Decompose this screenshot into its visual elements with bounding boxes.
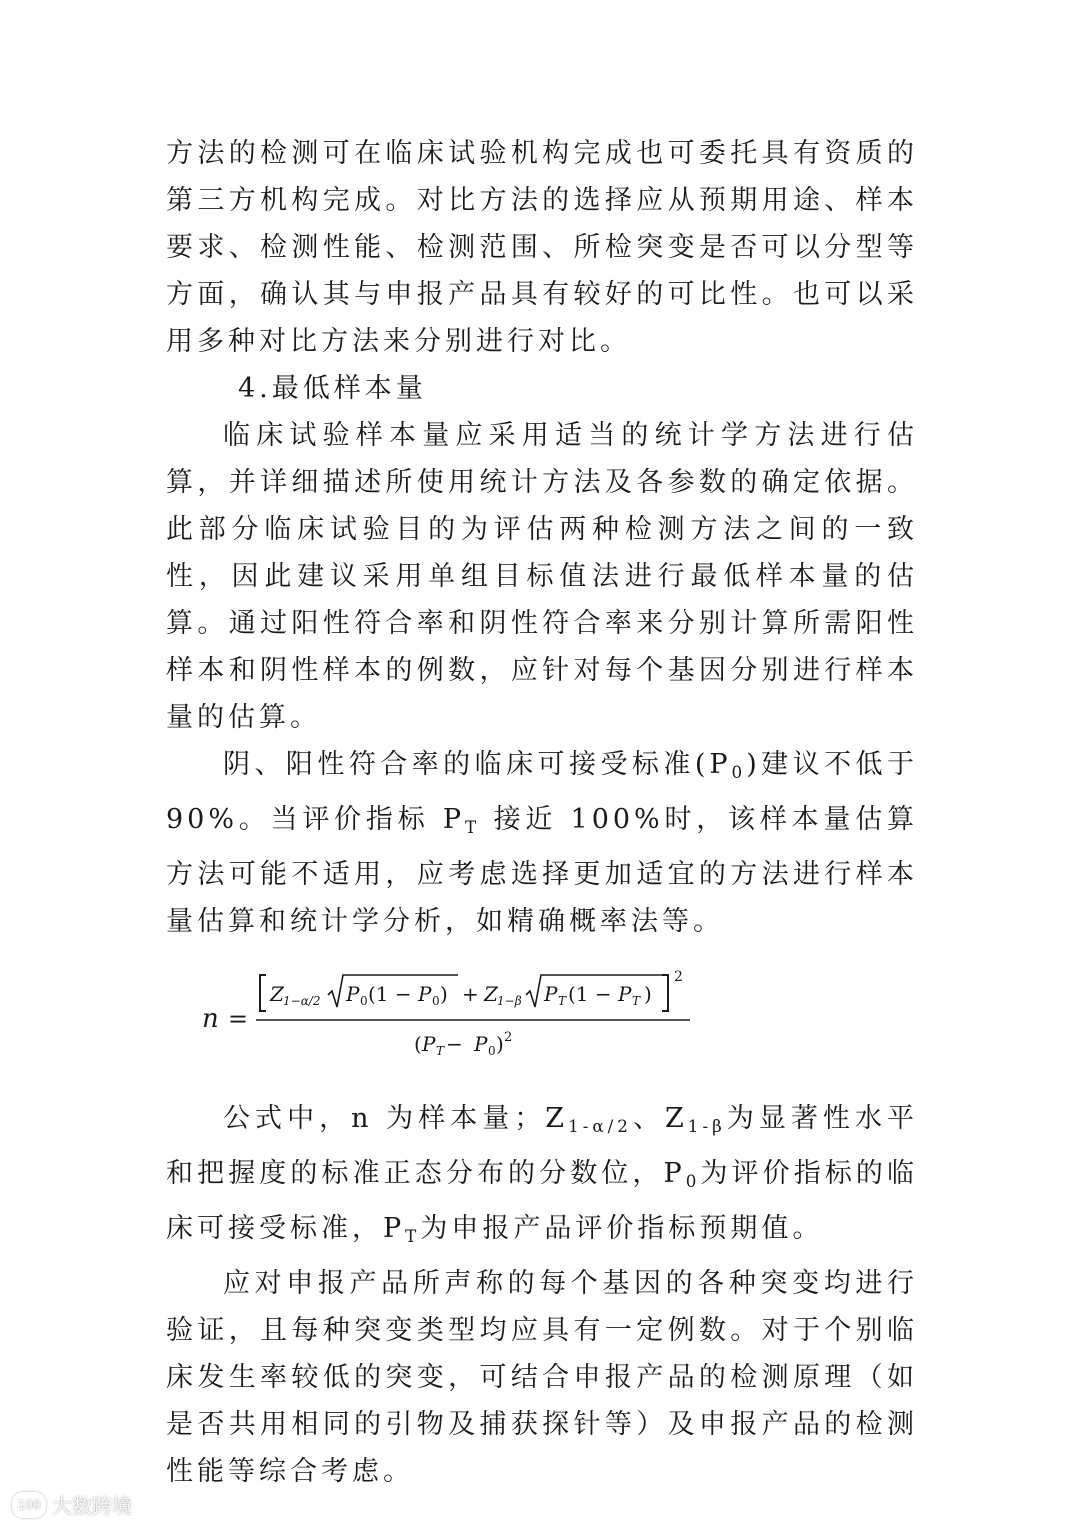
- document-body: [166, 130, 918, 1495]
- den-minus: −: [446, 1032, 463, 1057]
- section-heading-minimum-sample-size: 4.最低样本量: [238, 373, 427, 404]
- z-alpha-sub: 1−α/2: [283, 994, 321, 1009]
- formula-graphic: [196, 965, 716, 1075]
- left-bracket: [260, 975, 266, 1011]
- text-segment: 为显著性水平和把握度的标准正态分布的分数位，P: [166, 1103, 919, 1190]
- subscript: T: [405, 1226, 421, 1247]
- text-segment: 为评价指标的临床可接受标准，P: [166, 1158, 919, 1245]
- pt-sub: T: [558, 994, 567, 1009]
- p0: P: [346, 982, 360, 1007]
- p0-b: P: [418, 982, 432, 1007]
- den-pt: P: [422, 1032, 436, 1057]
- one-minus-1: (1 −: [368, 982, 412, 1007]
- formula-equals: =: [228, 1005, 249, 1034]
- subscript: 1-β: [687, 1116, 726, 1137]
- subscript: 0: [731, 762, 747, 783]
- den-close: ): [496, 1032, 504, 1057]
- text-segment: 阴、阳性符合率的临床可接受标准(P: [223, 749, 732, 780]
- den-p0-sub: 0: [488, 1044, 496, 1059]
- paragraph-sample-size-estimation: 临床试验样本量应采用适当的统计学方法进行估算，并详细描述所使用统计方法及各参数的确定依据。此部分临床试验目的为评估两种检测方法之间的一致性，因此建议采用单组目标值法进行最低样本量的估算。通过阳性符合率和阴性符合率来分别计算所需阳性样本和阴性样本的例数，应针对每个基因分别进行样本量的估算。: [166, 420, 918, 733]
- pt: P: [544, 982, 558, 1007]
- den-p0: P: [474, 1032, 488, 1057]
- subscript: 1-α/2: [568, 1116, 632, 1137]
- z-alpha: Z: [270, 982, 284, 1007]
- pt-b: P: [618, 982, 632, 1007]
- watermark: [12, 1490, 132, 1519]
- subscript: 0: [685, 1171, 701, 1192]
- z-beta-sub: 1−β: [497, 994, 522, 1009]
- numerator-exponent: 2: [674, 969, 683, 986]
- close-paren-2: ): [644, 982, 652, 1007]
- paragraph-mutation-validation: 应对申报产品所声称的每个基因的各种突变均进行验证，且每种突变类型均应具有一定例数。对于个别临床发生率较低的突变，可结合申报产品的检测原理（如是否共用相同的引物及捕获探针等）及申报产品的检测性能等综合考虑。: [166, 1268, 918, 1488]
- den-exponent: 2: [504, 1030, 513, 1046]
- p0-sub: 0: [360, 994, 368, 1009]
- text-segment: 为申报产品评价指标预期值。: [420, 1213, 824, 1245]
- text-segment: 公式中，n 为样本量；Z: [223, 1103, 569, 1135]
- paragraph-formula-definitions: [166, 1095, 918, 1260]
- subscript: T: [465, 817, 481, 838]
- paragraph-acceptance-criteria: [166, 741, 918, 945]
- pt-b-sub: T: [632, 994, 641, 1009]
- den-open: (: [414, 1032, 422, 1057]
- paragraph-comparison-method: 方法的检测可在临床试验机构完成也可委托具有资质的第三方机构完成。对比方法的选择应从预期用途、样本要求、检测性能、检测范围、所检突变是否可以分型等方面，确认其与申报产品具有较好的可比性。也可以采用多种对比方法来分别进行对比。: [166, 138, 918, 357]
- text-segment: 接近 100%时，该样本量估算方法可能不适用，应考虑选择更加适宜的方法进行样本量估算和统计学分析，如精确概率法等。: [166, 804, 918, 938]
- plus-sign: +: [462, 982, 479, 1007]
- right-bracket: [662, 975, 668, 1011]
- sample-size-formula: [166, 945, 918, 1095]
- watermark-text: 大数跨境: [52, 1494, 132, 1518]
- z-beta: Z: [484, 982, 498, 1007]
- p0-b-sub: 0: [432, 994, 440, 1009]
- text-segment: 、Z: [631, 1103, 688, 1135]
- one-minus-2: (1 −: [568, 982, 612, 1007]
- den-pt-sub: T: [436, 1044, 445, 1059]
- watermark-logo-icon: 100: [12, 1492, 46, 1518]
- close-paren-1: ): [440, 982, 448, 1007]
- text-segment: )建议不低于 90%。当评价指标 P: [166, 749, 918, 836]
- formula-lhs: n: [202, 1004, 219, 1035]
